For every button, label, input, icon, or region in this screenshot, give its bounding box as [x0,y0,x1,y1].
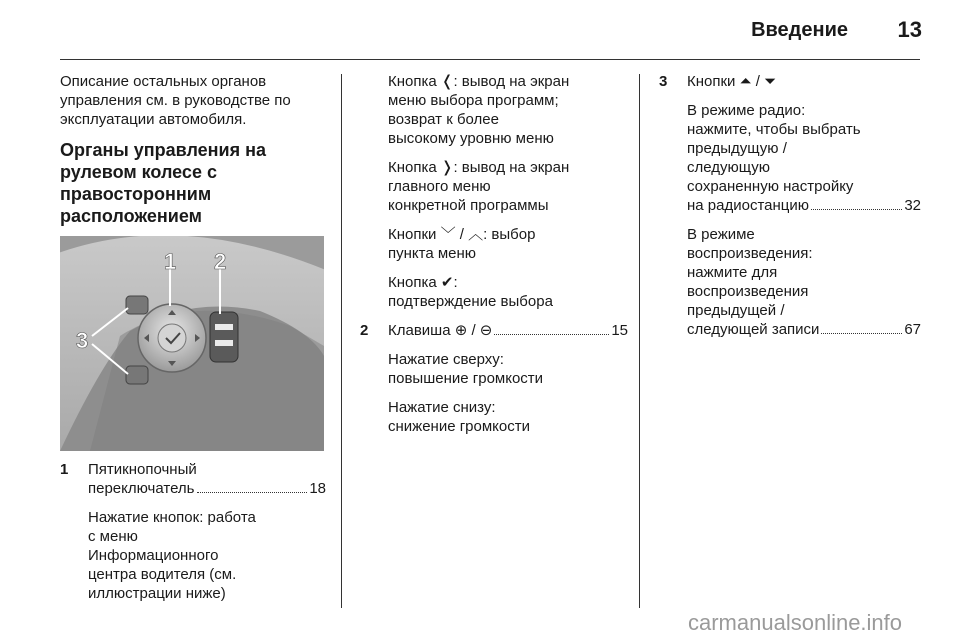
item-label: Кнопки ⏶ / ⏷ [687,73,777,90]
watermark: carmanualsonline.info [688,610,903,635]
intro-text: Описание остальных органов управления см. в руководстве по эксплуатации автомобиля. [60,73,291,128]
steering-wheel-illustration [60,236,324,451]
header-divider [60,59,920,60]
item-page-ref: Клавиша ⊕ / ⊖ 15 [388,322,628,339]
back-button-text: Кнопка ❬: вывод на экран меню выбора программ; возврат к более высокому уровню меню [388,73,570,147]
column-3 [659,72,921,349]
section-heading: Органы управления на рулевом колесе с правосторонним расположением [60,140,266,226]
forward-button-text: Кнопка ❭: вывод на экран главного меню конкретной программы [388,159,570,214]
confirm-button-text: Кнопка ✔: подтверждение выбора [388,274,553,310]
item-page-ref: переключатель 18 [88,480,326,497]
page-number: 13 [897,17,922,42]
callout-2: 2 [214,249,227,274]
playback-mode-text: В режиме воспроизведения: нажмите для воспроизведения предыдущей / следующей записи 67 [687,226,921,338]
item-description: Нажатие кнопок: работа с меню Информационного центра водителя (см. иллюстрации ниже) [88,509,256,602]
column-divider-1 [341,74,342,608]
playback-page-ref: следующей записи 67 [687,321,921,338]
column-2 [360,72,628,446]
column-divider-2 [639,74,640,608]
callout-1: 1 [164,249,177,274]
item-2: 2 Клавиша ⊕ / ⊖ 15 [360,322,628,339]
column-1 [60,72,330,241]
callout-3: 3 [76,328,89,353]
updown-button-text: Кнопки ﹀ / ︿: выбор пункта меню [388,226,536,262]
volume-down-text: Нажатие снизу: снижение громкости [388,399,531,435]
item-3: 3 Кнопки ⏶ / ⏷ [659,72,921,91]
volume-up-text: Нажатие сверху: повышение громкости [388,351,544,387]
radio-mode-text: В режиме радио: нажмите, чтобы выбрать предыдущую / следующую сохраненную настройку на радиостанцию 32 [687,102,921,214]
item-label: Пятикнопочный [88,461,197,478]
item-1 [60,460,326,613]
radio-page-ref: на радиостанцию 32 [687,197,921,214]
page-title: Введение [751,19,848,41]
item-number: 1 [60,461,69,478]
